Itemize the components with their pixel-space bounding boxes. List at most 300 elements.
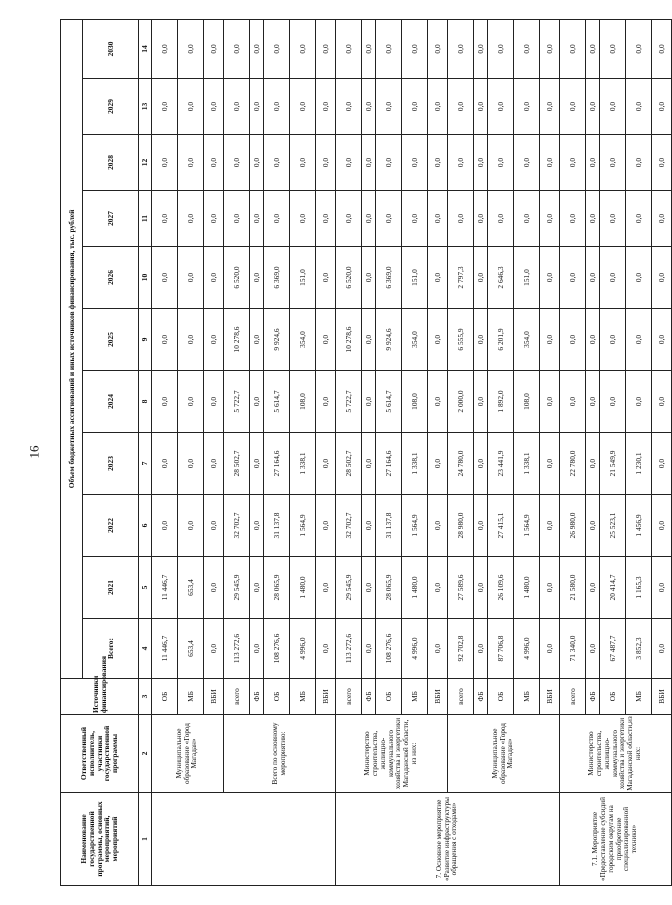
section-name: 7.1. Мероприятие «Предоставление субсидий городским округам на приобретение специализированной техники» — [560, 793, 672, 886]
year-value: 108,0 — [514, 371, 540, 433]
year-value: 0,0 — [290, 191, 316, 247]
year-value: 26 109,6 — [488, 557, 514, 619]
funding-source: ФБ — [362, 679, 376, 715]
year-value: 0,0 — [402, 19, 428, 78]
year-value: 0,0 — [428, 495, 448, 557]
column-number: 1 — [139, 793, 152, 886]
year-value: 2 646,3 — [488, 247, 514, 309]
total-value: 108 276,6 — [264, 619, 290, 679]
year-value: 0,0 — [626, 135, 652, 191]
year-value: 0,0 — [474, 371, 488, 433]
total-value: 71 340,0 — [560, 619, 586, 679]
total-value: 113 272,6 — [224, 619, 250, 679]
year-value: 0,0 — [652, 495, 672, 557]
year-value: 0,0 — [586, 19, 600, 78]
year-value: 0,0 — [586, 495, 600, 557]
year-value: 5 722,7 — [224, 371, 250, 433]
year-value: 0,0 — [586, 79, 600, 135]
total-value: 4 996,0 — [402, 619, 428, 679]
year-value: 0,0 — [488, 79, 514, 135]
year-value: 0,0 — [626, 191, 652, 247]
year-value: 0,0 — [362, 79, 376, 135]
year-value: 0,0 — [250, 557, 264, 619]
year-value: 0,0 — [152, 135, 178, 191]
table-row — [448, 19, 474, 885]
year-value: 0,0 — [224, 19, 250, 78]
year-value: 0,0 — [250, 191, 264, 247]
funding-source: ВБИ — [540, 679, 560, 715]
header-name: Наименование государственной программы, основных мероприятий, мероприятий — [61, 793, 139, 886]
year-value: 0,0 — [428, 135, 448, 191]
year-value: 0,0 — [540, 371, 560, 433]
section-name: 7. Основное мероприятие «Развитие инфраструктуры обращения с отходами» — [336, 793, 560, 886]
year-value: 0,0 — [586, 433, 600, 495]
header-total: Всего: — [83, 619, 139, 679]
year-value: 0,0 — [600, 79, 626, 135]
year-value: 0,0 — [204, 309, 224, 371]
year-value: 0,0 — [362, 309, 376, 371]
year-value: 23 441,9 — [488, 433, 514, 495]
responsible-executor: Министерство строительства, жилищно-коммунального хозяйства и энергетики Магаданской области,из них: — [560, 715, 672, 793]
funding-source: МБ — [514, 679, 540, 715]
year-value: 27 164,6 — [264, 433, 290, 495]
year-value: 0,0 — [474, 79, 488, 135]
year-value: 0,0 — [514, 19, 540, 78]
funding-source: ОБ — [488, 679, 514, 715]
year-value: 0,0 — [448, 191, 474, 247]
year-value: 108,0 — [402, 371, 428, 433]
year-value: 0,0 — [250, 495, 264, 557]
year-value: 0,0 — [652, 247, 672, 309]
header-responsible: Ответственный исполнитель, участники государственной программы — [61, 715, 139, 793]
year-value: 0,0 — [626, 19, 652, 78]
year-value: 0,0 — [264, 191, 290, 247]
funding-source: МБ — [178, 679, 204, 715]
header-year: 2022 — [83, 495, 139, 557]
table-holder — [60, 20, 666, 886]
year-value: 29 545,9 — [224, 557, 250, 619]
year-value: 32 702,7 — [224, 495, 250, 557]
page-number-text: 16 — [26, 445, 41, 459]
year-value: 0,0 — [290, 19, 316, 78]
year-value: 0,0 — [316, 557, 336, 619]
year-value: 0,0 — [178, 79, 204, 135]
year-value: 0,0 — [178, 433, 204, 495]
year-value: 0,0 — [448, 79, 474, 135]
year-value: 29 545,9 — [336, 557, 362, 619]
year-value: 151,0 — [290, 247, 316, 309]
year-value: 0,0 — [586, 371, 600, 433]
year-value: 0,0 — [540, 191, 560, 247]
year-value: 1 165,3 — [626, 557, 652, 619]
year-value: 1 480,0 — [514, 557, 540, 619]
year-value: 0,0 — [474, 309, 488, 371]
year-value: 31 137,8 — [376, 495, 402, 557]
year-value: 1 480,0 — [402, 557, 428, 619]
year-value: 0,0 — [178, 19, 204, 78]
year-value: 0,0 — [652, 79, 672, 135]
year-value: 0,0 — [376, 79, 402, 135]
year-value: 0,0 — [250, 135, 264, 191]
year-value: 0,0 — [178, 309, 204, 371]
header-numbers-row — [139, 19, 152, 885]
funding-source: ОБ — [376, 679, 402, 715]
year-value: 0,0 — [652, 191, 672, 247]
year-value: 354,0 — [514, 309, 540, 371]
year-value: 0,0 — [428, 191, 448, 247]
year-value: 0,0 — [428, 309, 448, 371]
year-value: 10 278,6 — [224, 309, 250, 371]
year-value: 6 369,0 — [376, 247, 402, 309]
year-value: 0,0 — [514, 135, 540, 191]
year-value: 21 580,0 — [560, 557, 586, 619]
table-row — [152, 19, 178, 885]
year-value: 0,0 — [402, 135, 428, 191]
funding-source: ФБ — [586, 679, 600, 715]
year-value: 0,0 — [402, 191, 428, 247]
year-value: 5 722,7 — [336, 371, 362, 433]
total-value: 0,0 — [250, 619, 264, 679]
section-name — [152, 793, 336, 886]
year-value: 26 980,0 — [560, 495, 586, 557]
year-value: 28 065,9 — [264, 557, 290, 619]
year-value: 0,0 — [626, 309, 652, 371]
year-value: 0,0 — [540, 309, 560, 371]
year-value: 20 414,7 — [600, 557, 626, 619]
year-value: 0,0 — [474, 247, 488, 309]
year-value: 0,0 — [152, 495, 178, 557]
year-value: 0,0 — [152, 191, 178, 247]
total-value: 3 852,3 — [626, 619, 652, 679]
year-value: 0,0 — [626, 79, 652, 135]
total-value: 4 996,0 — [514, 619, 540, 679]
year-value: 0,0 — [152, 371, 178, 433]
year-value: 0,0 — [560, 309, 586, 371]
year-value: 0,0 — [362, 135, 376, 191]
year-value: 6 369,0 — [264, 247, 290, 309]
year-value: 0,0 — [428, 557, 448, 619]
year-value: 25 523,1 — [600, 495, 626, 557]
column-number: 2 — [139, 715, 152, 793]
year-value: 0,0 — [560, 79, 586, 135]
year-value: 0,0 — [178, 495, 204, 557]
year-value: 0,0 — [250, 309, 264, 371]
year-value: 0,0 — [316, 433, 336, 495]
year-value: 0,0 — [600, 371, 626, 433]
year-value: 653,4 — [178, 557, 204, 619]
column-number: 14 — [139, 19, 152, 78]
year-value: 0,0 — [204, 495, 224, 557]
year-value: 0,0 — [488, 191, 514, 247]
year-value: 0,0 — [178, 135, 204, 191]
header-year: 2029 — [83, 79, 139, 135]
year-value: 0,0 — [224, 135, 250, 191]
year-value: 0,0 — [540, 433, 560, 495]
year-value: 0,0 — [316, 79, 336, 135]
header-year: 2030 — [83, 19, 139, 78]
year-value: 0,0 — [316, 135, 336, 191]
funding-source: ФБ — [474, 679, 488, 715]
year-value: 0,0 — [376, 191, 402, 247]
year-value: 0,0 — [600, 191, 626, 247]
year-value: 0,0 — [560, 191, 586, 247]
year-value: 0,0 — [474, 557, 488, 619]
year-value: 0,0 — [540, 135, 560, 191]
year-value: 27 415,1 — [488, 495, 514, 557]
column-number: 6 — [139, 495, 152, 557]
year-value: 0,0 — [362, 495, 376, 557]
year-value: 0,0 — [316, 19, 336, 78]
column-number: 5 — [139, 557, 152, 619]
year-value: 1 456,9 — [626, 495, 652, 557]
column-number: 8 — [139, 371, 152, 433]
column-number: 12 — [139, 135, 152, 191]
year-value: 151,0 — [514, 247, 540, 309]
total-value: 0,0 — [428, 619, 448, 679]
column-number: 4 — [139, 619, 152, 679]
year-value: 0,0 — [428, 433, 448, 495]
year-value: 28 980,0 — [448, 495, 474, 557]
funding-source: МБ — [626, 679, 652, 715]
responsible-executor: Муниципальное образование «Город Магадан» — [448, 715, 560, 793]
total-value: 0,0 — [316, 619, 336, 679]
funding-source: ОБ — [600, 679, 626, 715]
year-value: 1 564,9 — [514, 495, 540, 557]
year-value: 27 589,6 — [448, 557, 474, 619]
funding-source: ОБ — [264, 679, 290, 715]
year-value: 0,0 — [152, 247, 178, 309]
table-row — [224, 19, 250, 885]
year-value: 0,0 — [428, 371, 448, 433]
year-value: 0,0 — [362, 433, 376, 495]
funding-source: всего — [448, 679, 474, 715]
column-number: 13 — [139, 79, 152, 135]
funding-source: всего — [560, 679, 586, 715]
year-value: 0,0 — [336, 79, 362, 135]
year-value: 0,0 — [224, 191, 250, 247]
year-value: 0,0 — [316, 247, 336, 309]
responsible-executor: Министерство строительства, жилищно-коммунального хозяйства и энергетики Магаданской области, из них: — [336, 715, 448, 793]
column-number: 9 — [139, 309, 152, 371]
year-value: 1 564,9 — [290, 495, 316, 557]
year-value: 0,0 — [540, 19, 560, 78]
year-value: 0,0 — [264, 135, 290, 191]
year-value: 2 797,3 — [448, 247, 474, 309]
year-value: 11 446,7 — [152, 557, 178, 619]
year-value: 0,0 — [474, 433, 488, 495]
funding-source: ОБ — [152, 679, 178, 715]
year-value: 0,0 — [204, 247, 224, 309]
year-value: 0,0 — [626, 247, 652, 309]
year-value: 1 338,1 — [514, 433, 540, 495]
total-value: 0,0 — [362, 619, 376, 679]
year-value: 0,0 — [204, 135, 224, 191]
total-value: 4 996,0 — [290, 619, 316, 679]
year-value: 0,0 — [178, 371, 204, 433]
year-value: 0,0 — [178, 191, 204, 247]
year-value: 0,0 — [152, 433, 178, 495]
year-value: 0,0 — [488, 19, 514, 78]
header-year: 2025 — [83, 309, 139, 371]
total-value: 0,0 — [474, 619, 488, 679]
year-value: 0,0 — [250, 79, 264, 135]
total-value: 67 487,7 — [600, 619, 626, 679]
table-row — [336, 19, 362, 885]
year-value: 0,0 — [586, 309, 600, 371]
year-value: 31 137,8 — [264, 495, 290, 557]
year-value: 0,0 — [316, 495, 336, 557]
year-value: 1 338,1 — [290, 433, 316, 495]
column-number: 11 — [139, 191, 152, 247]
year-value: 0,0 — [178, 247, 204, 309]
year-value: 1 892,0 — [488, 371, 514, 433]
year-value: 0,0 — [204, 371, 224, 433]
year-value: 21 549,9 — [600, 433, 626, 495]
year-value: 0,0 — [316, 309, 336, 371]
year-value: 0,0 — [152, 309, 178, 371]
year-value: 0,0 — [204, 79, 224, 135]
total-value: 113 272,6 — [336, 619, 362, 679]
year-value: 0,0 — [316, 191, 336, 247]
header-year: 2026 — [83, 247, 139, 309]
column-number: 7 — [139, 433, 152, 495]
year-value: 0,0 — [600, 247, 626, 309]
year-value: 0,0 — [600, 309, 626, 371]
funding-source: всего — [336, 679, 362, 715]
year-value: 0,0 — [204, 557, 224, 619]
year-value: 0,0 — [316, 371, 336, 433]
year-value: 28 065,9 — [376, 557, 402, 619]
year-value: 0,0 — [652, 135, 672, 191]
year-value: 5 614,7 — [264, 371, 290, 433]
total-value: 11 446,7 — [152, 619, 178, 679]
year-value: 28 502,7 — [224, 433, 250, 495]
funding-source: ВБИ — [652, 679, 672, 715]
rotated-table — [60, 20, 666, 886]
year-value: 32 702,7 — [336, 495, 362, 557]
table-head — [61, 19, 152, 885]
year-value: 354,0 — [402, 309, 428, 371]
year-value: 0,0 — [204, 433, 224, 495]
year-value: 0,0 — [586, 247, 600, 309]
year-value: 2 000,0 — [448, 371, 474, 433]
funding-source: ФБ — [250, 679, 264, 715]
responsible-executor: Муниципальное образование «Город Магадан» — [152, 715, 224, 793]
year-value: 0,0 — [376, 19, 402, 78]
funding-source: ВБИ — [428, 679, 448, 715]
year-value: 6 201,9 — [488, 309, 514, 371]
header-volume: Объем бюджетных ассигнований и иных источников финансирования, тыс. рублей — [61, 19, 83, 678]
year-value: 0,0 — [652, 557, 672, 619]
year-value: 0,0 — [428, 247, 448, 309]
year-value: 0,0 — [586, 557, 600, 619]
year-value: 10 278,6 — [336, 309, 362, 371]
year-value: 9 924,6 — [376, 309, 402, 371]
financing-table — [60, 19, 672, 886]
year-value: 0,0 — [362, 191, 376, 247]
total-value: 108 276,6 — [376, 619, 402, 679]
year-value: 0,0 — [652, 371, 672, 433]
year-value: 0,0 — [362, 247, 376, 309]
header-year: 2021 — [83, 557, 139, 619]
year-value: 0,0 — [626, 371, 652, 433]
total-value: 653,4 — [178, 619, 204, 679]
funding-source: ВБИ — [204, 679, 224, 715]
year-value: 0,0 — [448, 19, 474, 78]
year-value: 0,0 — [362, 557, 376, 619]
year-value: 0,0 — [204, 191, 224, 247]
year-value: 1 338,1 — [402, 433, 428, 495]
year-value: 22 780,0 — [560, 433, 586, 495]
year-value: 0,0 — [250, 19, 264, 78]
page-number — [24, 430, 44, 474]
header-year: 2028 — [83, 135, 139, 191]
year-value: 0,0 — [600, 135, 626, 191]
year-value: 0,0 — [474, 495, 488, 557]
header-row-1 — [61, 19, 83, 885]
year-value: 0,0 — [540, 495, 560, 557]
year-value: 0,0 — [428, 79, 448, 135]
total-value: 92 702,8 — [448, 619, 474, 679]
year-value: 9 924,6 — [264, 309, 290, 371]
funding-source: ВБИ — [316, 679, 336, 715]
year-value: 0,0 — [560, 247, 586, 309]
year-value: 0,0 — [474, 19, 488, 78]
year-value: 0,0 — [428, 19, 448, 78]
year-value: 0,0 — [336, 191, 362, 247]
year-value: 0,0 — [514, 79, 540, 135]
column-number: 10 — [139, 247, 152, 309]
year-value: 5 614,7 — [376, 371, 402, 433]
year-value: 0,0 — [474, 135, 488, 191]
year-value: 0,0 — [250, 371, 264, 433]
year-value: 1 230,1 — [626, 433, 652, 495]
year-value: 0,0 — [586, 191, 600, 247]
year-value: 0,0 — [560, 19, 586, 78]
year-value: 0,0 — [290, 79, 316, 135]
year-value: 0,0 — [514, 191, 540, 247]
total-value: 0,0 — [204, 619, 224, 679]
year-value: 0,0 — [652, 433, 672, 495]
year-value: 0,0 — [152, 79, 178, 135]
year-value: 0,0 — [336, 19, 362, 78]
year-value: 1 564,9 — [402, 495, 428, 557]
year-value: 0,0 — [250, 247, 264, 309]
year-value: 0,0 — [376, 135, 402, 191]
year-value: 0,0 — [488, 135, 514, 191]
total-value: 0,0 — [540, 619, 560, 679]
year-value: 0,0 — [264, 79, 290, 135]
year-value: 0,0 — [336, 135, 362, 191]
year-value: 24 780,0 — [448, 433, 474, 495]
year-value: 6 555,9 — [448, 309, 474, 371]
header-year: 2027 — [83, 191, 139, 247]
year-value: 0,0 — [362, 19, 376, 78]
year-value: 0,0 — [600, 19, 626, 78]
funding-source: всего — [224, 679, 250, 715]
year-value: 0,0 — [540, 79, 560, 135]
year-value: 0,0 — [264, 19, 290, 78]
table-body — [152, 19, 672, 885]
year-value: 0,0 — [204, 19, 224, 78]
total-value: 0,0 — [652, 619, 672, 679]
year-value: 0,0 — [290, 135, 316, 191]
total-value: 87 706,8 — [488, 619, 514, 679]
year-value: 0,0 — [152, 19, 178, 78]
year-value: 0,0 — [402, 79, 428, 135]
table-row — [560, 19, 586, 885]
total-value: 0,0 — [586, 619, 600, 679]
